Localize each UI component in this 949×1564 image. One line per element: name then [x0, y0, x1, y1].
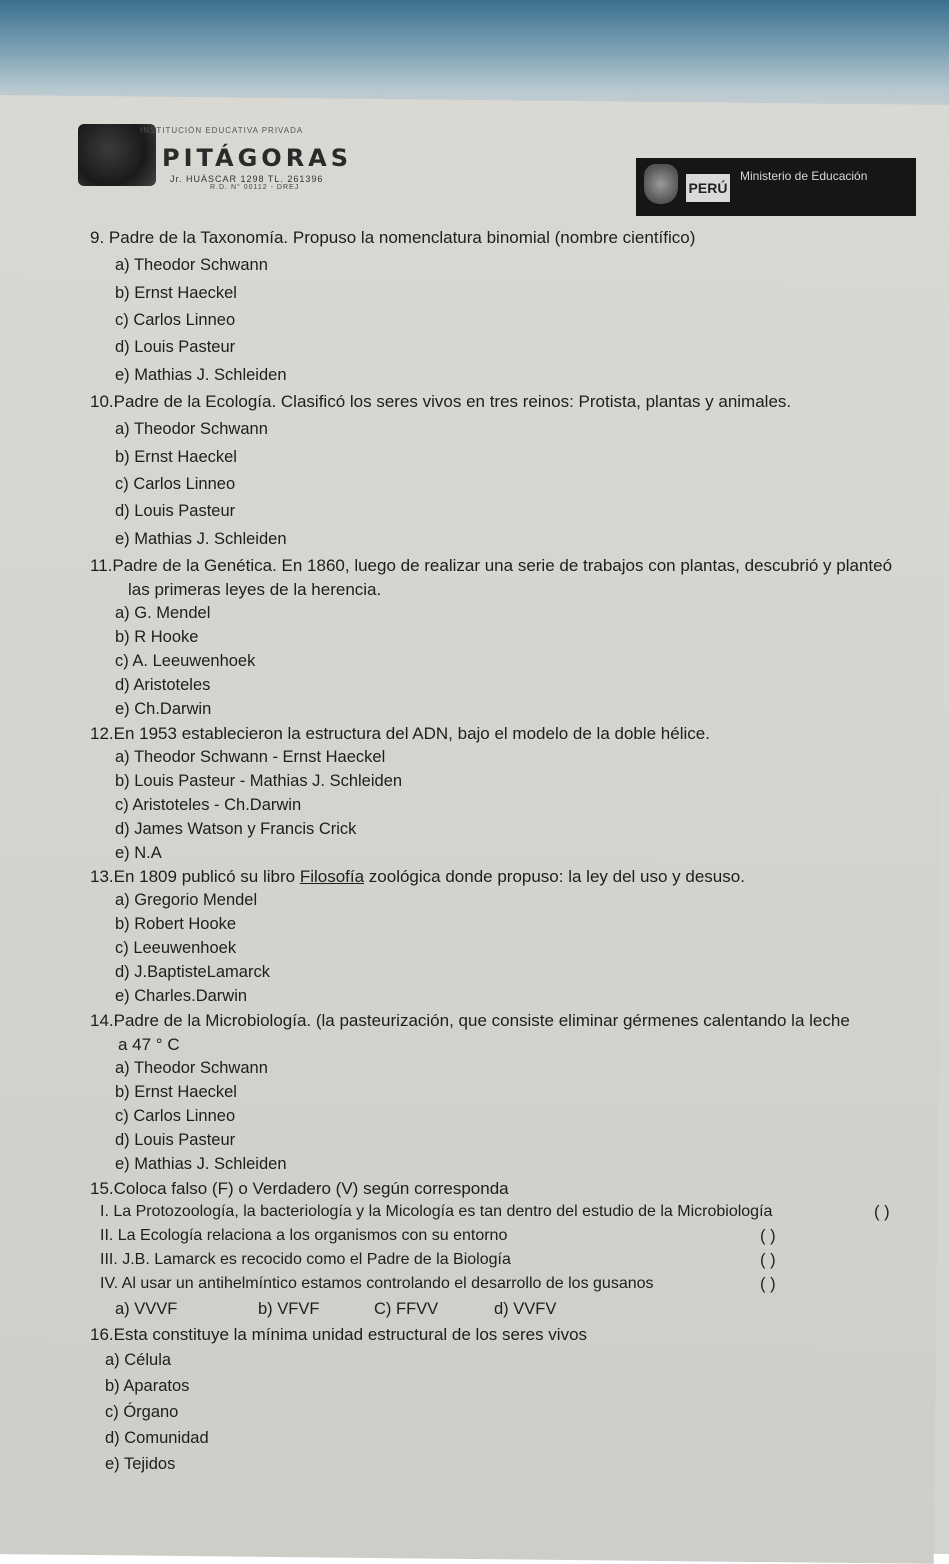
q13-option-d: d) J.BaptisteLamarck	[115, 963, 270, 981]
q10-option-e: e) Mathias J. Schleiden	[115, 530, 287, 548]
q15-statement-3: III. J.B. Lamarck es recocido como el Padre de la Biología	[100, 1251, 511, 1268]
ministry-label: Ministerio de Educación	[740, 169, 868, 183]
q11-option-d: d) Aristoteles	[115, 676, 211, 694]
q15-option-b: b) VFVF	[258, 1300, 320, 1318]
question-10: 10.Padre de la Ecología. Clasificó los seres vivos en tres reinos: Protista, plantas y animales.	[90, 392, 792, 411]
question-14: 14.Padre de la Microbiología. (la pasteurización, que consiste eliminar gérmenes calentando la leche	[90, 1011, 850, 1030]
q15-answer-box-1[interactable]: ( )	[874, 1203, 890, 1221]
q15-answer-box-4[interactable]: ( )	[760, 1275, 776, 1293]
q13-option-e: e) Charles.Darwin	[115, 987, 248, 1005]
q16-option-d: d) Comunidad	[105, 1429, 209, 1447]
question-14-cont: a 47 ° C	[118, 1035, 180, 1054]
q16-option-c: c) Órgano	[105, 1403, 179, 1421]
question-13	[90, 867, 745, 887]
school-institution-label: INSTITUCIÓN EDUCATIVA PRIVADA	[140, 126, 304, 134]
school-name: PITÁGORAS	[162, 144, 353, 172]
q10-option-c: c) Carlos Linneo	[115, 475, 236, 493]
q10-option-d: d) Louis Pasteur	[115, 502, 236, 520]
q12-option-d: d) James Watson y Francis Crick	[115, 820, 357, 838]
q9-option-c: c) Carlos Linneo	[115, 311, 236, 329]
q16-option-a: a) Célula	[105, 1351, 172, 1369]
q15-option-c: C) FFVV	[374, 1300, 439, 1318]
q9-option-e: e) Mathias J. Schleiden	[115, 366, 287, 384]
q9-option-b: b) Ernst Haeckel	[115, 284, 237, 302]
q13-option-c: c) Leeuwenhoek	[115, 939, 237, 957]
question-11: 11.Padre de la Genética. En 1860, luego de realizar una serie de trabajos con plantas, descubrió y planteó	[90, 556, 893, 575]
school-address: Jr. HUÁSCAR 1298 TL. 261396	[170, 174, 324, 184]
q14-option-e: e) Mathias J. Schleiden	[115, 1155, 287, 1173]
q11-option-e: e) Ch.Darwin	[115, 700, 212, 718]
q14-option-a: a) Theodor Schwann	[115, 1059, 268, 1077]
q13-option-a: a) Gregorio Mendel	[115, 891, 258, 909]
peru-label: PERÚ	[686, 174, 730, 202]
q15-option-a: a) VVVF	[115, 1300, 178, 1318]
question-15: 15.Coloca falso (F) o Verdadero (V) según corresponda	[90, 1179, 509, 1198]
q9-option-d: d) Louis Pasteur	[115, 338, 236, 356]
q13-text-pre: 13.En 1809 publicó su libro	[90, 867, 300, 886]
question-9: 9. Padre de la Taxonomía. Propuso la nomenclatura binomial (nombre científico)	[90, 228, 696, 247]
q11-option-b: b) R Hooke	[115, 628, 199, 646]
q15-answer-box-2[interactable]: ( )	[760, 1227, 776, 1245]
q15-statement-4: IV. Al usar un antihelmíntico estamos controlando el desarrollo de los gusanos	[100, 1275, 654, 1292]
q15-option-d: d) VVFV	[494, 1300, 557, 1318]
question-16: 16.Esta constituye la mínima unidad estructural de los seres vivos	[90, 1325, 588, 1344]
q15-statement-2: II. La Ecología relaciona a los organismos con su entorno	[100, 1227, 508, 1244]
q16-option-b: b) Aparatos	[105, 1377, 190, 1395]
q13-underlined-word: Filosofía	[299, 867, 365, 886]
question-11-cont: las primeras leyes de la herencia.	[128, 580, 382, 599]
q14-option-b: b) Ernst Haeckel	[115, 1083, 237, 1101]
q14-option-d: d) Louis Pasteur	[115, 1131, 236, 1149]
q15-answer-box-3[interactable]: ( )	[760, 1251, 776, 1269]
q13-text-post: zoológica donde propuso: la ley del uso y desuso.	[364, 867, 745, 886]
q15-statement-1: I. La Protozoología, la bacteriología y la Micología es tan dentro del estudio de la Microbiología	[100, 1203, 773, 1220]
q9-option-a: a) Theodor Schwann	[115, 256, 268, 274]
q16-option-e: e) Tejidos	[105, 1455, 176, 1473]
q14-option-c: c) Carlos Linneo	[115, 1107, 236, 1125]
q12-option-e: e) N.A	[115, 844, 162, 862]
q12-option-b: b) Louis Pasteur - Mathias J. Schleiden	[115, 772, 403, 790]
q10-option-a: a) Theodor Schwann	[115, 420, 268, 438]
q12-option-c: c) Aristoteles - Ch.Darwin	[115, 796, 302, 814]
q11-option-a: a) G. Mendel	[115, 604, 211, 622]
question-12: 12.En 1953 establecieron la estructura del ADN, bajo el modelo de la doble hélice.	[90, 724, 710, 743]
q12-option-a: a) Theodor Schwann - Ernst Haeckel	[115, 748, 386, 766]
q13-option-b: b) Robert Hooke	[115, 915, 237, 933]
q10-option-b: b) Ernst Haeckel	[115, 448, 237, 466]
q11-option-c: c) A. Leeuwenhoek	[115, 652, 256, 670]
school-registration: R.D. N° 00112 - DREJ	[210, 184, 300, 191]
